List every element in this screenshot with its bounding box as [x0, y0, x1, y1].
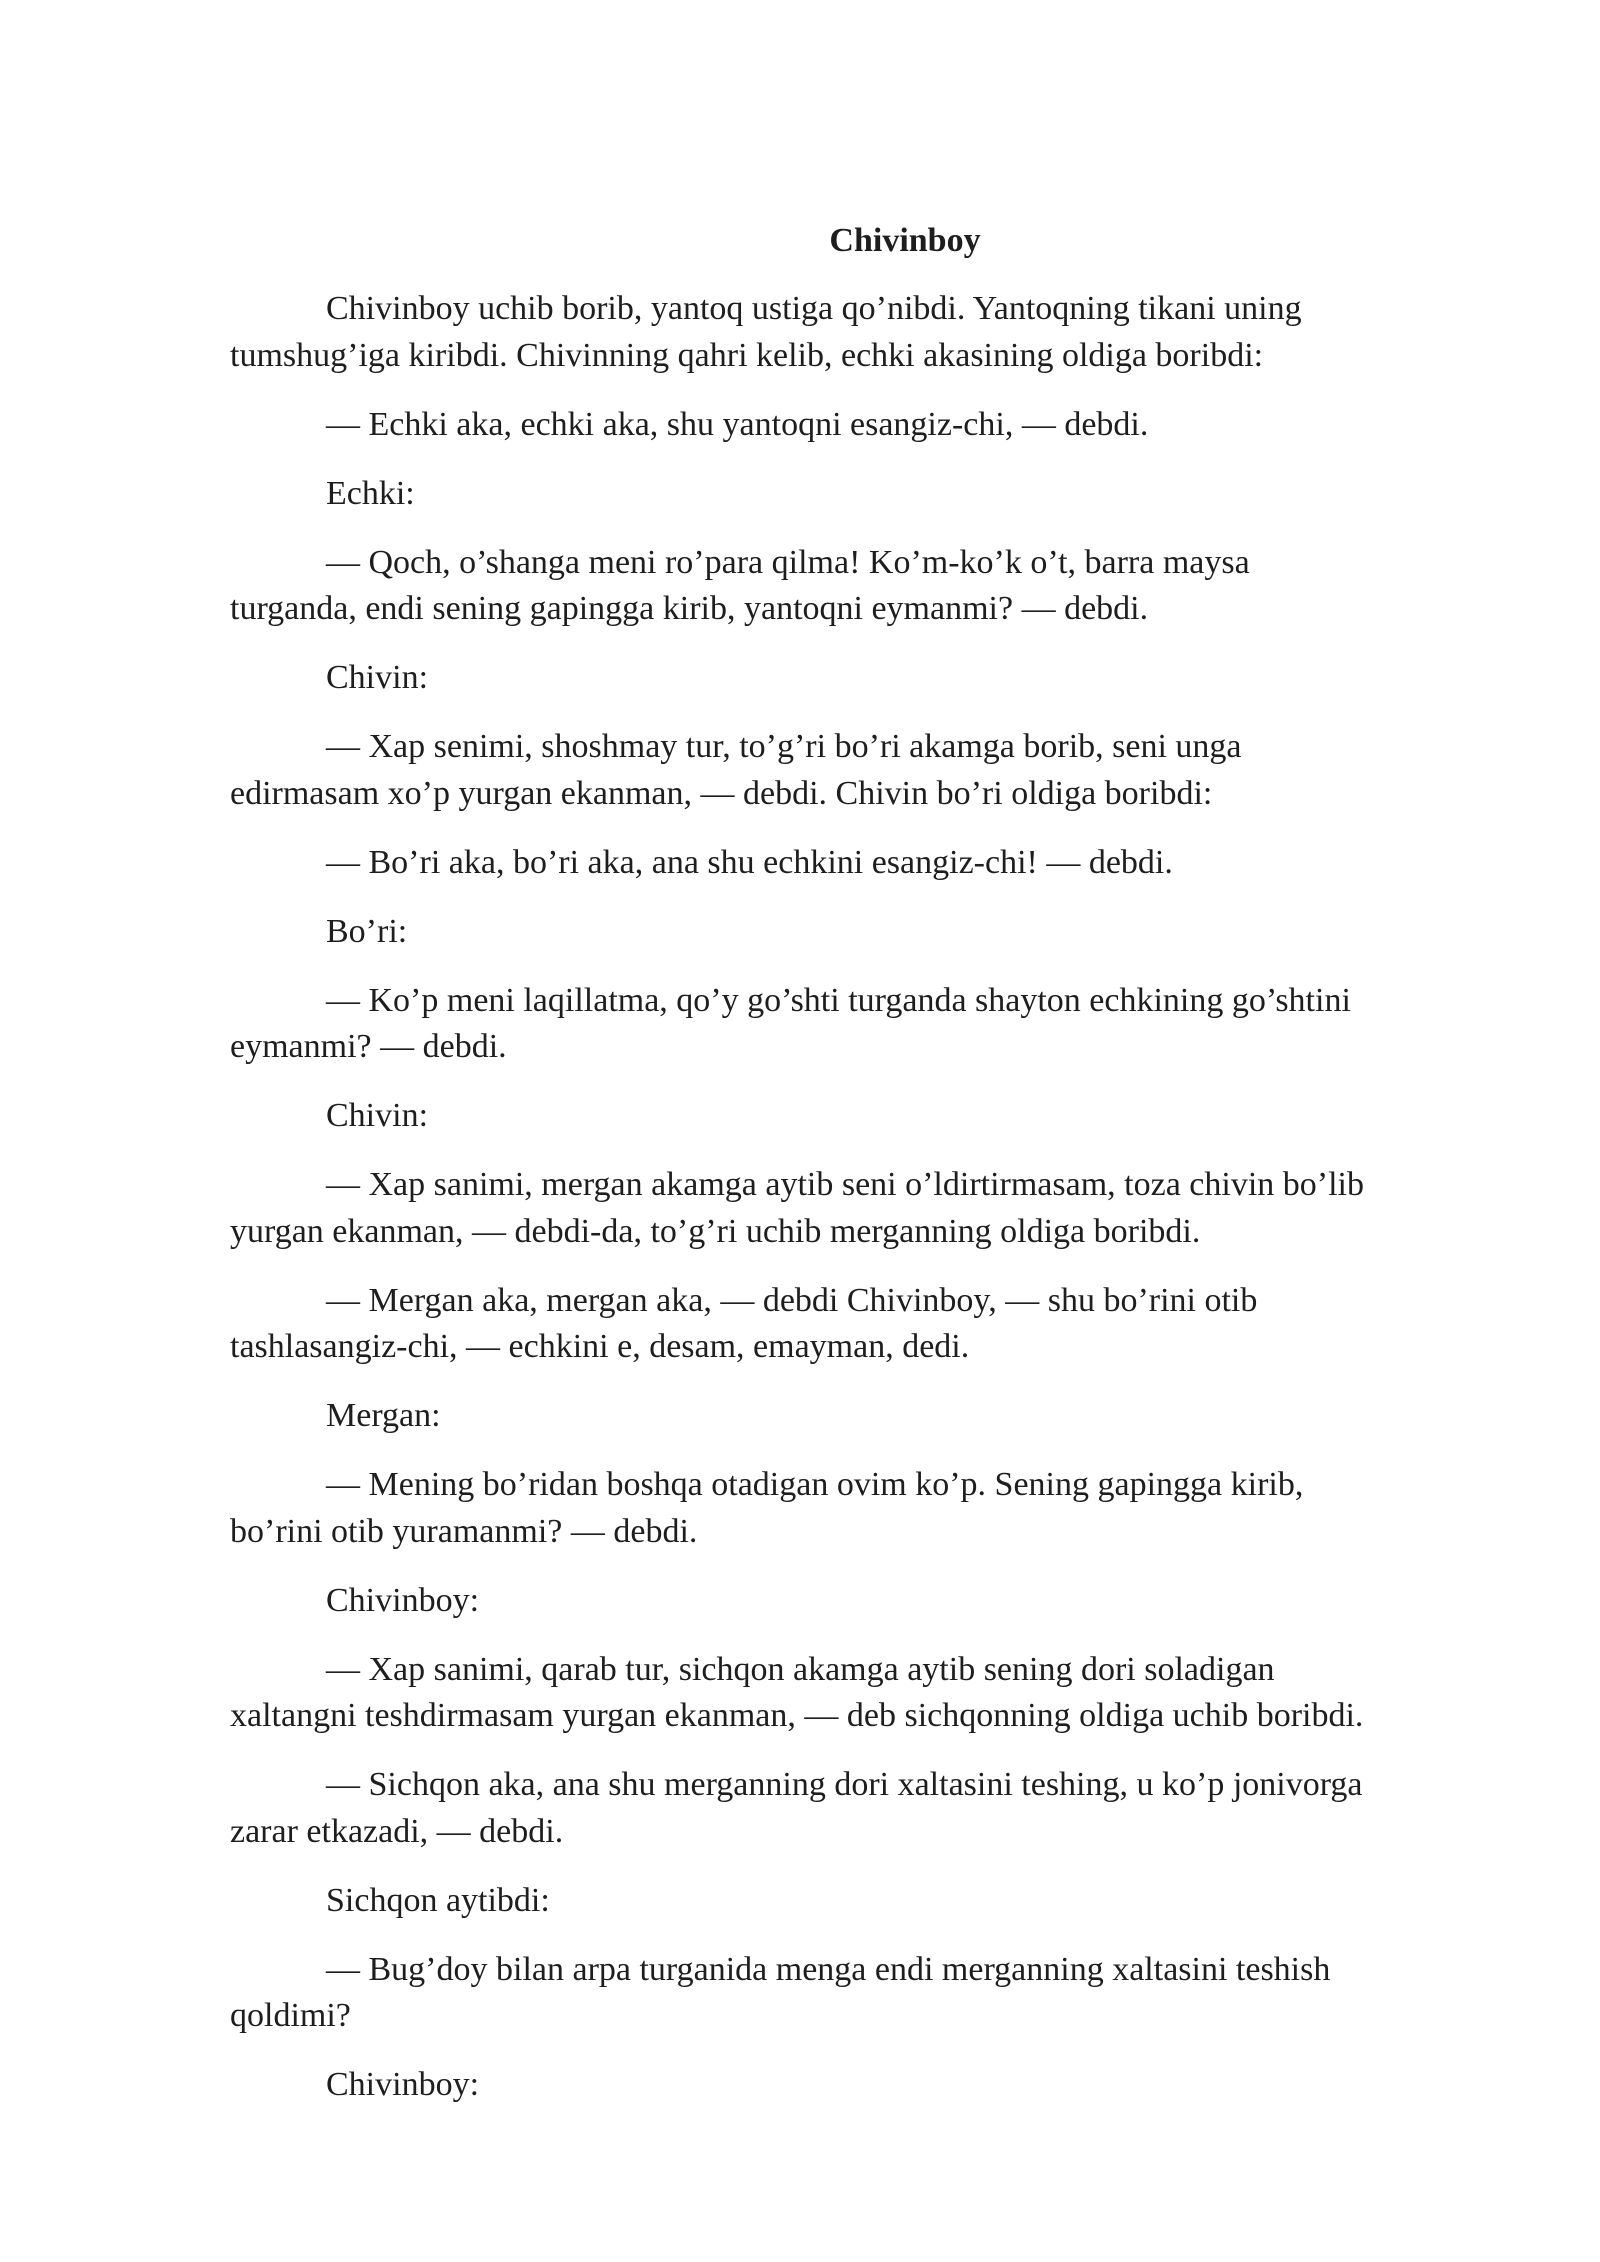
paragraph: Sichqon aytibdi: [326, 1881, 550, 1919]
paragraph: Bo’ri: [326, 912, 408, 950]
paragraph: — Bug’doy bilan arpa turganida menga endi merganning xaltasini teshish qoldimi? [230, 1950, 1331, 2034]
paragraph: — Ko’p meni laqillatma, qo’y go’shti turganda shayton echkining go’shtini eymanmi? — debdi. [230, 981, 1351, 1065]
paragraph: Chivinboy: [326, 2066, 480, 2103]
document-body [230, 286, 1575, 2131]
paragraph: Mergan: [326, 1397, 441, 1434]
paragraph: Chivin: [326, 1097, 429, 1134]
paragraph: Chivinboy: [326, 1581, 480, 1619]
paragraph: — Sichqon aka, ana shu merganning dori xaltasini teshing, u ko’p jonivorga zarar etkazadi, — debdi. [230, 1766, 1363, 1850]
paragraph: — Qoch, o’shanga meni ro’para qilma! Ko’m-ko’k o’t, barra maysa turganda, endi sening gapingga kirib, yantoqni eymanmi? — debdi. [230, 543, 1250, 627]
paragraph: Echki: [326, 474, 415, 512]
paragraph: — Xap sanimi, qarab tur, sichqon akamga aytib sening dori soladigan xaltangni teshdirmasam yurgan ekanman, — deb sichqonning oldiga uchib boribdi. [230, 1650, 1364, 1734]
paragraph: — Xap senimi, shoshmay tur, to’g’ri bo’ri akamga borib, seni unga edirmasam xo’p yurgan ekanman, — debdi. Chivin bo’ri oldiga boribdi: [230, 728, 1242, 812]
paragraph: — Xap sanimi, mergan akamga aytib seni o’ldirtirmasam, toza chivin bo’lib yurgan ekanman, — debdi-da, to’g’ri uchib merganning oldiga boribdi. [230, 1166, 1364, 1250]
paragraph: — Bo’ri aka, bo’ri aka, ana shu echkini esangiz-chi! — debdi. [326, 843, 1173, 881]
paragraph: Chivinboy uchib borib, yantoq ustiga qo’nibdi. Yantoqning tikani uning tumshug’iga kiribdi. Chivinning qahri kelib, echki akasining oldiga boribdi: [230, 290, 1302, 374]
paragraph: — Echki aka, echki aka, shu yantoqni esangiz-chi, — debdi. [326, 405, 1149, 443]
document-title: Chivinboy [829, 222, 981, 259]
paragraph: — Mening bo’ridan boshqa otadigan ovim ko’p. Sening gapingga kirib, bo’rini otib yuramanmi? — debdi. [230, 1466, 1304, 1550]
paragraph: — Mergan aka, mergan aka, — debdi Chivinboy, — shu bo’rini otib tashlasangiz-chi, — echkini e, desam, emayman, dedi. [230, 1281, 1258, 1365]
paragraph: Chivin: [326, 659, 429, 696]
